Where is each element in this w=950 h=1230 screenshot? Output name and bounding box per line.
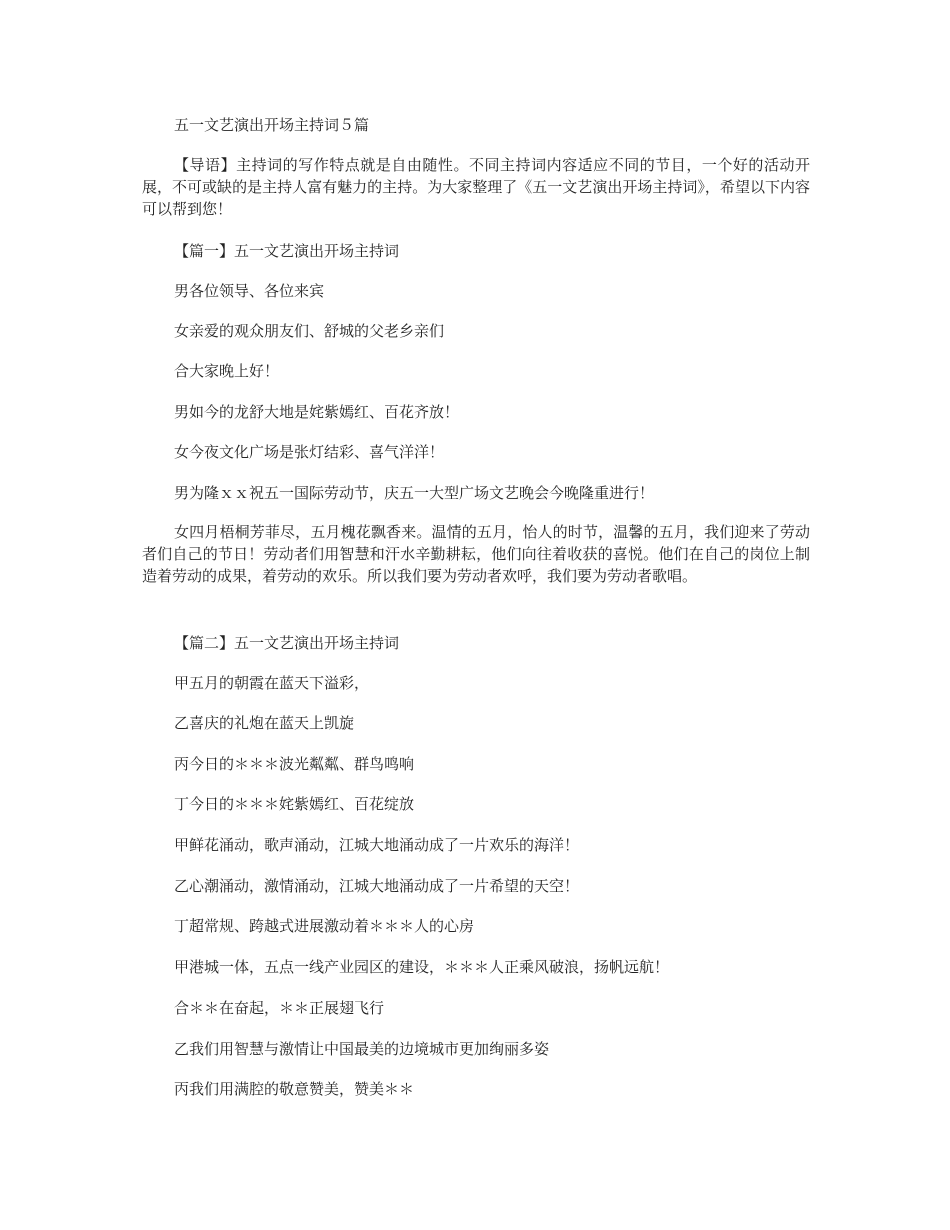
section1-line: 女今夜文化广场是张灯结彩、喜气洋洋！ <box>174 443 445 461</box>
section2-line: 丁今日的＊＊＊姹紫嫣红、百花绽放 <box>174 795 415 813</box>
section2-line: 丙今日的＊＊＊波光粼粼、群鸟鸣响 <box>174 755 415 773</box>
section2-line: 甲港城一体，五点一线产业园区的建设，＊＊＊人正乘风破浪，扬帆远航！ <box>174 958 670 976</box>
section2-line: 丙我们用满腔的敬意赞美，赞美＊＊ <box>174 1080 415 1098</box>
section2-line: 合＊＊在奋起，＊＊正展翅飞行 <box>174 999 385 1017</box>
section2-line: 甲鲜花涌动，歌声涌动，江城大地涌动成了一片欢乐的海洋！ <box>174 836 580 854</box>
section1-line: 男如今的龙舒大地是姹紫嫣红、百花齐放！ <box>174 403 460 421</box>
section2-line: 丁超常规、跨越式进展激动着＊＊＊人的心房 <box>174 917 475 935</box>
section2-line: 乙喜庆的礼炮在蓝天上凯旋 <box>174 714 355 732</box>
section1-line: 男为隆ｘｘ祝五一国际劳动节，庆五一大型广场文艺晚会今晚隆重进行！ <box>174 484 655 502</box>
section1-line: 男各位领导、各位来宾 <box>174 282 325 300</box>
section1-line: 合大家晚上好！ <box>174 362 280 380</box>
intro-paragraph: 【导语】主持词的写作特点就是自由随性。不同主持词内容适应不同的节目，一个好的活动开展，不可或缺的是主持人富有魅力的主持。为大家整理了《五一文艺演出开场主持词》，希望以下内容可以帮到您！ <box>142 156 810 218</box>
document-title: 五一文艺演出开场主持词５篇 <box>174 116 370 134</box>
section1-paragraph: 女四月梧桐芳菲尽，五月槐花飘香来。温情的五月，怡人的时节，温馨的五月，我们迎来了劳动者们自己的节日！劳动者们用智慧和汗水辛勤耕耘，他们向往着收获的喜悦。他们在自己的岗位上制造着劳动的成果，着劳动的欢乐。所以我们要为劳动者欢呼，我们要为劳动者歌唱。 <box>142 523 810 585</box>
section2-heading: 【篇二】五一文艺演出开场主持词 <box>174 634 400 652</box>
section1-heading: 【篇一】五一文艺演出开场主持词 <box>174 242 400 260</box>
section2-line: 甲五月的朝霞在蓝天下溢彩， <box>174 674 370 692</box>
section2-line: 乙我们用智慧与激情让中国最美的边境城市更加绚丽多姿 <box>174 1040 550 1058</box>
section2-line: 乙心潮涌动，激情涌动，江城大地涌动成了一片希望的天空！ <box>174 877 580 895</box>
section1-line: 女亲爱的观众朋友们、舒城的父老乡亲们 <box>174 322 445 340</box>
